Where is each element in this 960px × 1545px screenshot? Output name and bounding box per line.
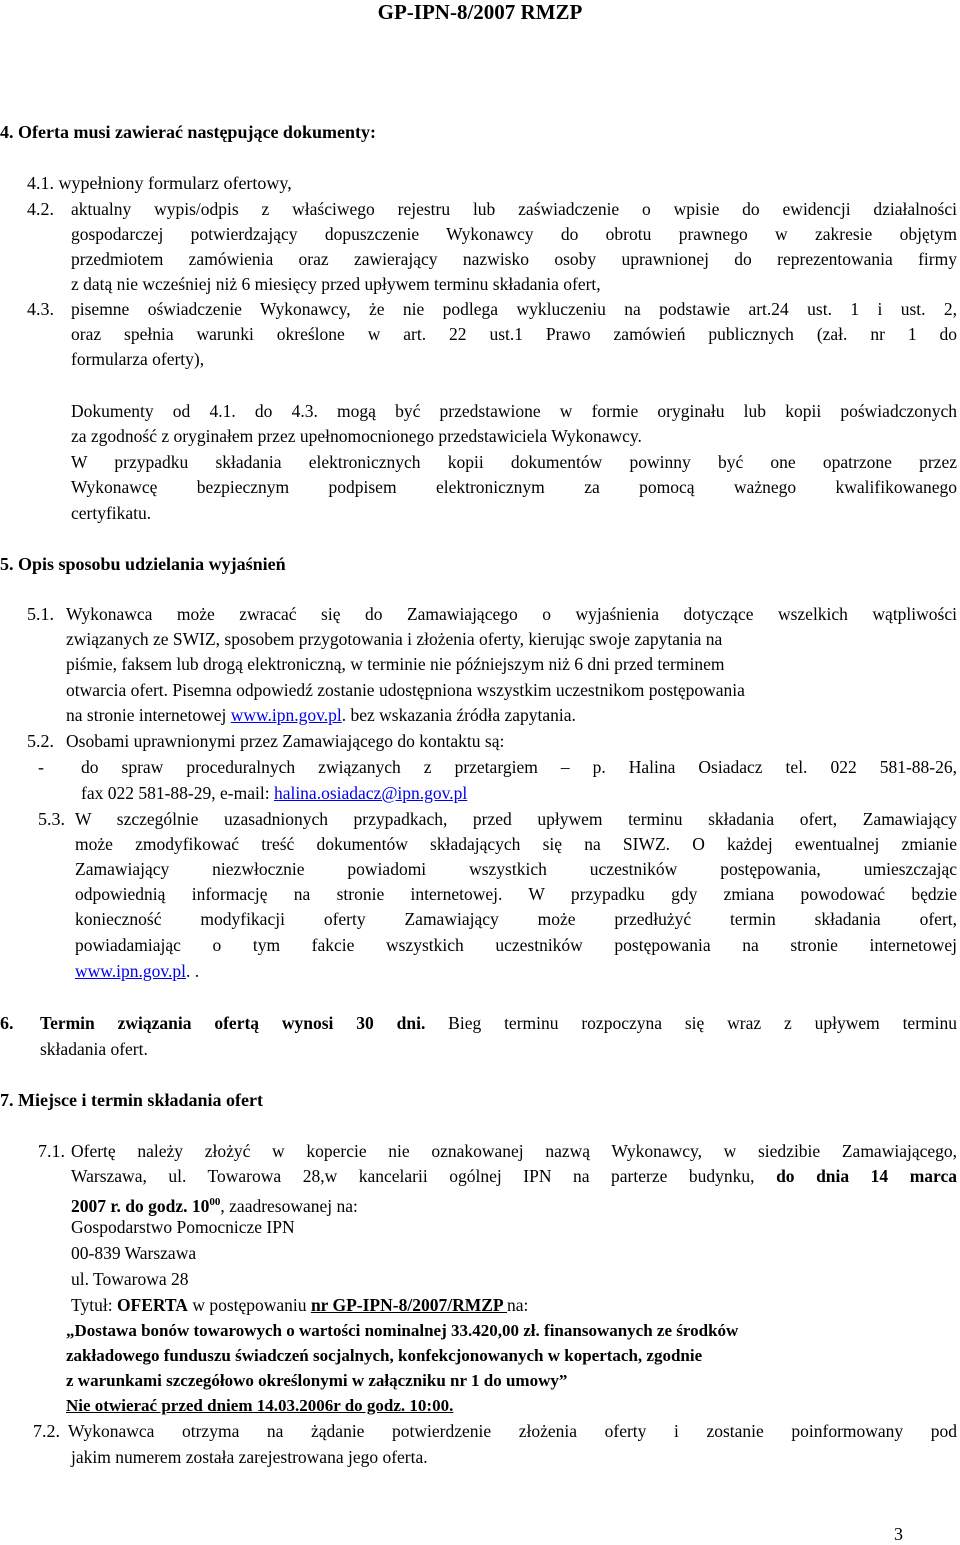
item-5-1-number: 5.1.	[27, 604, 54, 624]
procedure-number: nr GP-IPN-8/2007/RMZP	[310, 1295, 507, 1315]
validity-term: Termin związania ofertą wynosi 30 dni.	[40, 1013, 426, 1033]
envelope-subject-line: z warunkami szczegółowo określonymi w załączniku nr 1 do umowy”	[66, 1371, 568, 1390]
do-not-open-notice: Nie otwierać przed dniem 14.03.2006r do godz. 10:00.	[66, 1396, 454, 1415]
text: w postępowaniu	[187, 1295, 311, 1315]
item-5-3-line: Zamawiający niezwłocznie powiadomi wszystkich uczestników postępowania, umieszczając	[75, 859, 957, 879]
envelope-subject-line: „Dostawa bonów towarowych o wartości nominalnej 33.420,00 zł. finansowanych ze środków	[66, 1321, 739, 1340]
item-5-3-line: powiadamiając o tym fakcie wszystkich uczestników postępowania na stronie internetowej	[75, 935, 957, 955]
item-4-2-line: aktualny wypis/odpis z właściwego rejestru lub zaświadczenie o wpisie do ewidencji działalności	[71, 199, 957, 219]
item-7-2-line: jakim numerem została zarejestrowana jego oferta.	[71, 1447, 428, 1467]
item-5-2-number: 5.2.	[27, 731, 54, 751]
address-line: Gospodarstwo Pomocnicze IPN	[71, 1217, 295, 1237]
item-5-1-line: związanych ze SWIZ, sposobem przygotowania i złożenia oferty, kierując swoje zapytania na	[66, 629, 723, 649]
documents-note-line: Dokumenty od 4.1. do 4.3. mogą być przedstawione w formie oryginału lub kopii poświadczonych	[71, 401, 957, 421]
section-7-title: 7. Miejsce i termin składania ofert	[0, 1090, 263, 1110]
item-7-1-line: Ofertę należy złożyć w kopercie nie oznakowanej nazwą Wykonawcy, w siedzibie Zamawiającego,	[71, 1141, 957, 1161]
item-4-3-number: 4.3.	[27, 299, 54, 319]
item-5-2-line	[81, 782, 467, 804]
text: . bez wskazania źródła zapytania.	[341, 705, 576, 725]
item-7-2-line: Wykonawca otrzyma na żądanie potwierdzenie złożenia oferty i zostanie poinformowany pod	[68, 1421, 957, 1441]
item-5-3-number: 5.3.	[38, 809, 65, 829]
item-4-3-line: oraz spełnia warunki określone w art. 22 ust.1 Prawo zamówień publicznych (zał. nr 1 do	[71, 324, 957, 344]
item-5-1-line: piśmie, faksem lub drogą elektroniczną, w terminie nie późniejszym niż 6 dni przed terminem	[66, 654, 725, 674]
item-7-2-number: 7.2.	[33, 1421, 60, 1441]
item-5-3-line: odpowiednią informację na stronie internetowej. W przypadku gdy zmiana powodować będzie	[75, 884, 957, 904]
section-6-num: 6.	[0, 1013, 14, 1033]
item-5-3-line: może zmodyfikować treść dokumentów składających się na SIWZ. O każdej ewentualnej zmianie	[75, 834, 957, 854]
section-5-title: 5. Opis sposobu udzielania wyjaśnień	[0, 554, 286, 574]
item-4-2-line: gospodarczej potwierdzający dopuszczenie Wykonawcy do obrotu prawnego w zakresie objętym	[71, 224, 957, 244]
address-line: ul. Towarowa 28	[71, 1269, 189, 1289]
item-5-1-line: otwarcia ofert. Pisemna odpowiedź zostanie udostępniona wszystkim uczestnikom postępowania	[66, 680, 745, 700]
text: fax 022 581-88-29, e-mail:	[81, 783, 274, 803]
email-link[interactable]: halina.osiadacz@ipn.gov.pl	[273, 783, 468, 803]
item-7-1-number: 7.1.	[38, 1141, 65, 1161]
website-link[interactable]: www.ipn.gov.pl	[75, 961, 186, 981]
website-link[interactable]: www.ipn.gov.pl	[230, 705, 342, 725]
deadline: 2007 r. do godz. 10	[71, 1195, 210, 1216]
item-7-1-line	[71, 1165, 957, 1187]
offer-label: OFERTA	[116, 1295, 188, 1315]
text: . .	[186, 961, 200, 981]
electronic-copies-line: certyfikatu.	[71, 503, 152, 523]
item-5-3-line: W szczególnie uzasadnionych przypadkach, przed upływem terminu składania ofert, Zamawiający	[75, 809, 957, 829]
text: Warszawa, ul. Towarowa 28,w kancelarii ogólnej IPN na parterze budynku,	[71, 1166, 777, 1186]
text: , zaadresowanej na:	[220, 1195, 358, 1216]
item-5-3-line: konieczność modyfikacji oferty Zamawiający może przedłużyć termin składania ofert,	[75, 909, 957, 929]
text: na stronie internetowej	[66, 705, 231, 725]
electronic-copies-line: W przypadku składania elektronicznych kopii dokumentów powinny być one opatrzone przez	[71, 452, 957, 472]
item-7-1-line	[71, 1191, 358, 1217]
item-4-2-number: 4.2.	[27, 199, 54, 219]
item-4-3-line: formularza oferty),	[71, 349, 205, 369]
address-line: 00-839 Warszawa	[71, 1243, 197, 1263]
page-header: GP-IPN-8/2007 RMZP	[377, 0, 583, 24]
text: Tytuł:	[71, 1295, 117, 1315]
list-dash: -	[38, 757, 44, 777]
section-6-line	[40, 1012, 957, 1034]
documents-note-line: za zgodność z oryginałem przez upełnomocnionego przedstawiciela Wykonawcy.	[71, 426, 642, 446]
page-number: 3	[894, 1524, 903, 1544]
text: na:	[507, 1295, 529, 1315]
item-5-1-line	[66, 704, 576, 726]
section-6-line: składania ofert.	[40, 1039, 148, 1059]
item-5-3-line	[75, 960, 199, 982]
text: Bieg terminu rozpoczyna się wraz z upływem terminu	[425, 1013, 957, 1033]
item-4-1: 4.1. wypełniony formularz ofertowy,	[27, 173, 292, 193]
item-5-2-line: Osobami uprawnionymi przez Zamawiającego do kontaktu są:	[66, 731, 505, 751]
electronic-copies-line: Wykonawcę bezpiecznym podpisem elektronicznym za pomocą ważnego kwalifikowanego	[71, 477, 957, 497]
envelope-subject-line: zakładowego funduszu świadczeń socjalnych, konfekcjonowanych w kopertach, zgodnie	[66, 1346, 703, 1365]
section-6-number	[0, 1012, 14, 1034]
envelope-title-line	[71, 1294, 528, 1316]
item-5-1-line: Wykonawca może zwracać się do Zamawiającego o wyjaśnienia dotyczące wszelkich wątpliwości	[66, 604, 957, 624]
item-4-2-line: przedmiotem zamówienia oraz zawierający nazwisko osoby uprawnionej do reprezentowania firmy	[71, 249, 957, 269]
section-4-title: 4. Oferta musi zawierać następujące dokumenty:	[0, 122, 376, 142]
item-4-3-line: pisemne oświadczenie Wykonawcy, że nie podlega wykluczeniu na podstawie art.24 ust. 1 i ust. 2,	[71, 299, 957, 319]
item-4-2-line: z datą nie wcześniej niż 6 miesięcy przed upływem terminu składania ofert,	[71, 274, 601, 294]
item-5-2-line: do spraw proceduralnych związanych z przetargiem – p. Halina Osiadacz tel. 022 581-88-26,	[81, 757, 957, 777]
deadline: do dnia 14 marca	[776, 1166, 958, 1186]
deadline-minutes: 00	[209, 1196, 221, 1208]
